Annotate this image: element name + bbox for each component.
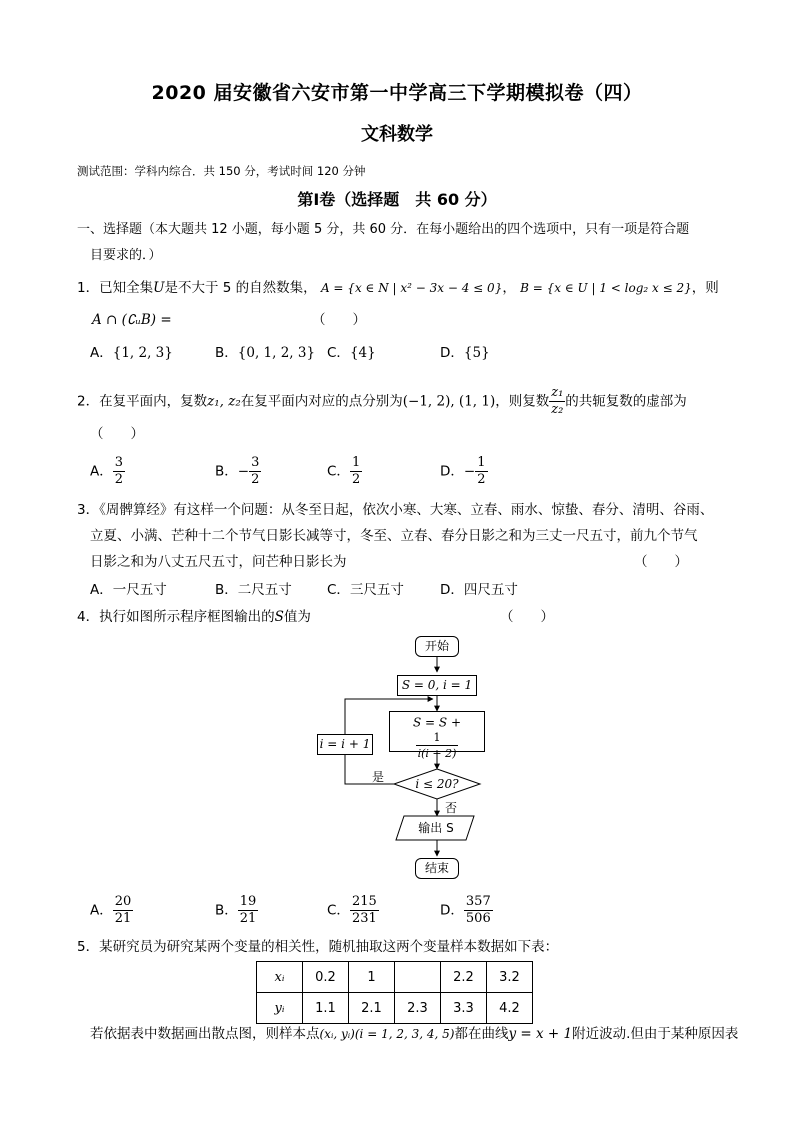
flowchart-update-prefix: S = S +: [413, 715, 461, 730]
option-sign: −: [463, 463, 476, 480]
part-instructions-line1: 一、选择题（本大题共 12 小题，每小题 5 分，共 60 分．在每小题给出的四个选项中，只有一项是符合题: [77, 222, 690, 237]
q1-sep: ，: [502, 280, 516, 296]
q4-answer-paren: （ ）: [500, 609, 554, 625]
fraction-denominator: 506: [465, 911, 491, 926]
option-label: A．: [90, 463, 113, 480]
q2-text-c: ，则复数: [495, 393, 550, 410]
fraction-numerator: 357: [465, 894, 491, 909]
table-cell: 1: [349, 962, 395, 993]
option-value: 三尺五寸: [349, 582, 404, 598]
option-label: C．: [327, 902, 350, 919]
fraction-numerator: 19: [239, 894, 257, 909]
fraction-numerator: z₁: [551, 385, 564, 400]
option-label: B．: [215, 345, 238, 361]
q2-points: (−1, 2), (1, 1): [402, 393, 496, 410]
option-value: 二尺五寸: [237, 582, 292, 598]
page-title: 2020 届安徽省六安市第一中学高三下学期模拟卷（四）: [151, 82, 643, 104]
fraction-numerator: 3: [251, 455, 260, 470]
q4-option-c[interactable]: [327, 894, 379, 927]
q2-text-a: 在复平面内，复数: [99, 393, 208, 410]
q4-option-b[interactable]: [215, 894, 258, 927]
option-label: C．: [327, 463, 350, 480]
option-fraction: [238, 894, 259, 927]
page-subtitle: 文科数学: [361, 124, 433, 145]
fraction-denominator: z₂: [551, 402, 564, 417]
option-value: {0, 1, 2, 3}: [237, 345, 316, 361]
question-number: 1．: [77, 280, 100, 296]
option-label: B．: [215, 582, 238, 598]
question-3-line2: 立夏、小满、芒种十二个节气日影长减等寸，冬至、立春、春分日影之和为三丈一尺五寸，前九个节气: [90, 528, 698, 544]
question-number: 3．: [77, 502, 100, 518]
table-row-label: xᵢ: [257, 962, 303, 993]
q2-text-d: 的共轭复数的虚部为: [565, 393, 687, 410]
q5-cont-b: 都在曲线: [454, 1026, 509, 1042]
question-3-line3: 日影之和为八丈五尺五寸，问芒种日影长为: [90, 554, 347, 570]
fraction-denominator: 2: [114, 472, 124, 487]
flowchart-init: S = 0, i = 1: [397, 675, 477, 696]
q1-expression: A ∩ (∁ᵤB) =: [92, 312, 172, 328]
option-value: {1, 2, 3}: [112, 345, 173, 361]
table-row: [257, 962, 533, 993]
q1-text-a: 已知全集: [99, 280, 154, 296]
option-label: A．: [90, 345, 113, 361]
fraction-denominator: 2: [477, 472, 486, 487]
test-scope: 测试范围：学科内综合．共 150 分，考试时间 120 分钟: [77, 164, 366, 178]
q5-text: 某研究员为研究某两个变量的相关性，随机抽取这两个变量样本数据如下表：: [99, 939, 559, 955]
q5-data-table: [256, 961, 533, 1024]
option-label: C．: [327, 582, 350, 598]
table-cell: 2.1: [349, 993, 395, 1024]
part-instructions-line2: 目要求的．）: [90, 248, 162, 263]
option-label: D．: [440, 902, 464, 919]
q1-answer-paren: （ ）: [312, 312, 366, 328]
q4-s: S: [274, 609, 284, 625]
fraction-numerator: 1: [477, 455, 486, 470]
option-value: {5}: [463, 345, 490, 361]
fraction-denominator: 231: [351, 911, 377, 926]
table-cell: 2.2: [441, 962, 487, 993]
fraction-numerator: 1: [416, 730, 459, 746]
table-cell: 3.2: [487, 962, 533, 993]
fraction-denominator: 21: [114, 911, 132, 926]
table-cell: 2.3: [395, 993, 441, 1024]
option-value: {4}: [349, 345, 376, 361]
q4-text-a: 执行如图所示程序框图输出的: [99, 609, 275, 625]
flowchart-end: 结束: [415, 858, 459, 879]
fraction-numerator: 20: [114, 894, 132, 909]
option-fraction: [350, 894, 379, 927]
question-number: 5．: [77, 939, 100, 955]
flowchart-no-label: 否: [444, 801, 457, 815]
table-cell: 1.1: [303, 993, 349, 1024]
option-fraction: [113, 894, 134, 927]
fraction-numerator: 1: [351, 455, 361, 470]
flowchart-update-fraction: [416, 730, 459, 761]
q1-universal-set: U: [153, 280, 165, 296]
q1-set-b: B = {x ∈ U | 1 < log₂ x ≤ 2}: [520, 281, 692, 295]
table-cell: 3.3: [441, 993, 487, 1024]
question-5-stem: [77, 937, 558, 957]
flowchart-output: 输出 S: [418, 821, 454, 835]
flowchart-condition: i ≤ 20?: [415, 777, 459, 791]
question-number: 2．: [77, 393, 100, 410]
q4-option-a[interactable]: [90, 894, 133, 927]
option-value: 一尺五寸: [112, 582, 167, 598]
q2-z: z₁, z₂: [207, 393, 241, 410]
fraction-denominator: 2: [351, 472, 361, 487]
option-label: A．: [90, 582, 113, 598]
flowchart-update: [389, 711, 485, 760]
fraction-denominator: i(i + 2): [417, 746, 457, 760]
q5-curve: y = x + 1: [508, 1026, 573, 1042]
q4-option-d[interactable]: [440, 894, 493, 927]
q1-text-b: 是不大于 5 的自然数集，: [164, 280, 317, 296]
table-row: [257, 993, 533, 1024]
option-value: 四尺五寸: [463, 582, 518, 598]
q5-cont-c: 附近波动.但由于某种原因表: [572, 1026, 739, 1042]
table-cell: 0.2: [303, 962, 349, 993]
fraction-denominator: 21: [239, 911, 257, 926]
option-sign: −: [237, 463, 250, 480]
q4-text-b: 值为: [283, 609, 311, 625]
table-cell: [395, 962, 441, 993]
option-label: B．: [215, 902, 238, 919]
flowchart-increment: i = i + 1: [317, 734, 373, 755]
fraction-denominator: 2: [251, 472, 260, 487]
q5-continuation: [90, 1024, 738, 1044]
option-fraction: [464, 894, 493, 927]
option-label: A．: [90, 902, 113, 919]
option-label: D．: [440, 345, 464, 361]
option-label: D．: [440, 463, 464, 480]
q3-answer-paren: （ ）: [634, 554, 688, 570]
flowchart-yes-label: 是: [371, 770, 384, 784]
flowchart-start: 开始: [415, 636, 459, 657]
table-row-label: yᵢ: [257, 993, 303, 1024]
q1-text-c: ，则: [691, 280, 719, 296]
fraction-numerator: 3: [114, 455, 124, 470]
fraction-numerator: 215: [351, 894, 377, 909]
q1-set-a: A = {x ∈ N | x² − 3x − 4 ≤ 0}: [320, 281, 503, 295]
option-label: B．: [215, 463, 238, 480]
option-label: C．: [327, 345, 350, 361]
q5-cont-a: 若依据表中数据画出散点图，则样本点: [90, 1026, 320, 1042]
table-cell: 4.2: [487, 993, 533, 1024]
q3-line1-text: 《周髀算经》有这样一个问题：从冬至日起，依次小寒、大寒、立春、雨水、惊蛰、春分、清明、谷雨、: [99, 502, 714, 518]
question-number: 4．: [77, 609, 100, 625]
q2-text-b: 在复平面内对应的点分别为: [240, 393, 403, 410]
option-label: D．: [440, 582, 464, 598]
q5-sample-points: (xᵢ, yᵢ)(i = 1, 2, 3, 4, 5): [319, 1027, 455, 1041]
section-heading: 第Ⅰ卷（选择题 共 60 分）: [297, 190, 497, 209]
q2-answer-paren: （ ）: [90, 426, 144, 442]
